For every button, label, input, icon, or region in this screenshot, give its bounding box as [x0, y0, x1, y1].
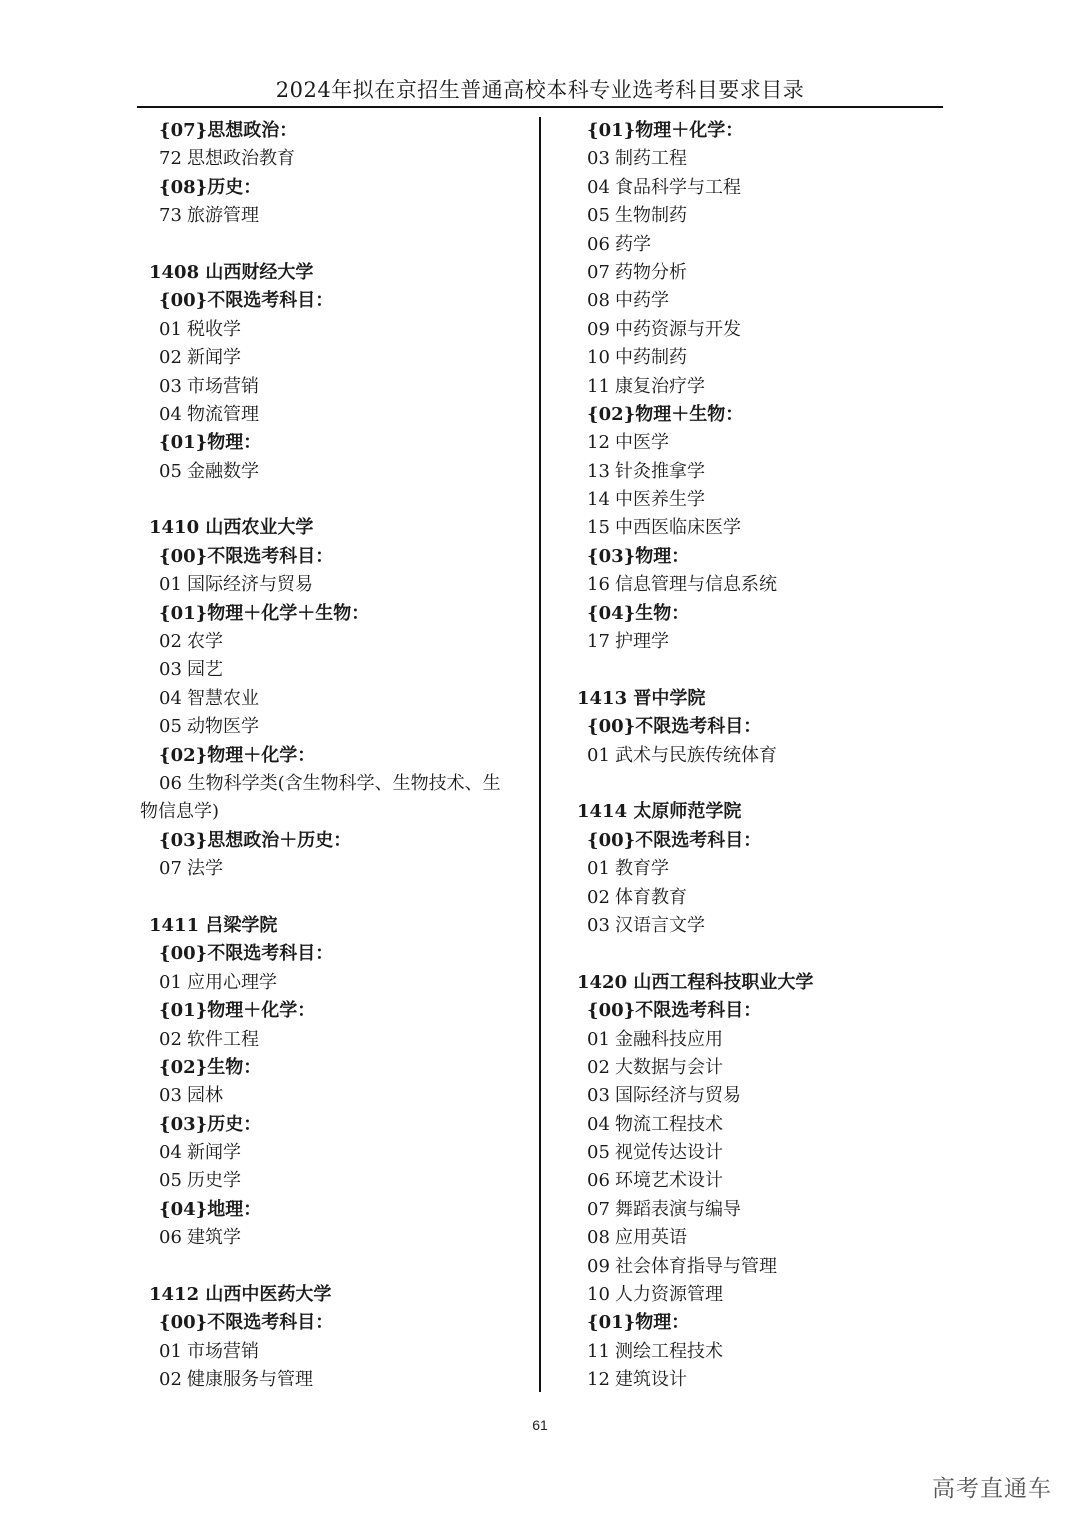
- major-name: 中药制药: [615, 347, 687, 369]
- major-item: [568, 373, 940, 401]
- major-item: [568, 1196, 940, 1224]
- major-name: 药物分析: [615, 261, 687, 283]
- major-code: 05: [587, 205, 610, 227]
- major-item: [568, 145, 940, 173]
- major-name: 金融数学: [187, 460, 259, 482]
- major-item: [140, 1338, 532, 1366]
- major-code: 01: [159, 318, 182, 340]
- major-code: 10: [587, 1284, 610, 1306]
- major-code: 73: [159, 205, 182, 227]
- major-name: 测绘工程技术: [615, 1340, 723, 1362]
- subject-group: {04}生物：: [587, 602, 690, 624]
- subject-group: {02}物理＋生物：: [587, 403, 744, 425]
- university-heading: 1414 太原师范学院: [577, 801, 742, 823]
- right-column: [568, 117, 940, 1395]
- major-code: 06: [159, 1227, 182, 1249]
- major-code: 10: [587, 347, 610, 369]
- major-code: 04: [587, 176, 610, 198]
- spacer: [568, 940, 940, 968]
- subject-group: {01}物理＋化学：: [159, 1000, 316, 1022]
- subject-group: {00}不限选考科目：: [159, 545, 334, 567]
- major-code: 07: [587, 1198, 610, 1220]
- major-code: 01: [159, 971, 182, 993]
- subject-group: {03}物理：: [587, 545, 690, 567]
- spacer: [140, 1253, 532, 1281]
- major-code: 11: [587, 1340, 610, 1362]
- major-name: 信息管理与信息系统: [615, 574, 777, 596]
- major-name: 生物制药: [615, 205, 687, 227]
- major-code: 06: [587, 233, 610, 255]
- major-name: 金融科技应用: [615, 1028, 723, 1050]
- major-item: [140, 628, 532, 656]
- major-item: [568, 1253, 940, 1281]
- major-code: 72: [159, 148, 182, 170]
- major-name: 体育教育: [615, 886, 687, 908]
- university-heading: 1412 山西中医药大学: [149, 1284, 332, 1306]
- major-item: [568, 571, 940, 599]
- major-code: 09: [587, 1255, 610, 1277]
- major-name: 中药资源与开发: [615, 318, 741, 340]
- major-name: 制药工程: [615, 148, 687, 170]
- major-name: 园林: [187, 1085, 223, 1107]
- major-code: 01: [587, 858, 610, 880]
- header-rule: [137, 106, 943, 108]
- major-name: 人力资源管理: [615, 1284, 723, 1306]
- major-item: [568, 855, 940, 883]
- major-code: 03: [159, 375, 182, 397]
- spacer: [568, 656, 940, 684]
- major-name: 中医养生学: [615, 489, 705, 511]
- major-item: [568, 429, 940, 457]
- major-item: [140, 571, 532, 599]
- major-code: 04: [159, 1142, 182, 1164]
- major-item: [568, 316, 940, 344]
- subject-group: {00}不限选考科目：: [159, 1312, 334, 1334]
- major-code: 14: [587, 489, 610, 511]
- subject-group: {00}不限选考科目：: [587, 1000, 762, 1022]
- major-name: 中西医临床医学: [615, 517, 741, 539]
- major-name: 新闻学: [187, 347, 241, 369]
- major-item: [140, 401, 532, 429]
- major-item: [140, 1082, 532, 1110]
- major-item: [140, 1167, 532, 1195]
- major-name: 国际经济与贸易: [615, 1085, 741, 1107]
- subject-group: {00}不限选考科目：: [587, 716, 762, 738]
- major-item: [568, 1281, 940, 1309]
- major-name: 农学: [187, 631, 223, 653]
- major-item: [568, 231, 940, 259]
- major-item: [568, 514, 940, 542]
- subject-group: {07}思想政治：: [159, 120, 298, 141]
- column-divider: [539, 117, 541, 1392]
- subject-group: {01}物理：: [587, 1312, 690, 1334]
- major-code: 05: [159, 460, 182, 482]
- major-item: [140, 373, 532, 401]
- major-name: 视觉传达设计: [615, 1142, 723, 1164]
- major-item: [140, 202, 532, 230]
- major-code: 03: [587, 148, 610, 170]
- major-name: 汉语言文学: [615, 914, 705, 936]
- page-number: 61: [532, 1417, 548, 1433]
- university-heading: 1410 山西农业大学: [149, 517, 314, 539]
- major-item-wrapped: [140, 770, 532, 827]
- major-item: [140, 969, 532, 997]
- major-name: 大数据与会计: [615, 1056, 723, 1078]
- major-item: [140, 344, 532, 372]
- major-name: 园艺: [187, 659, 223, 681]
- major-code: 01: [159, 574, 182, 596]
- major-name: 食品科学与工程: [615, 176, 741, 198]
- subject-group: {00}不限选考科目：: [587, 829, 762, 851]
- major-name: 市场营销: [187, 375, 259, 397]
- major-item: [568, 742, 940, 770]
- subject-group: {08}历史：: [159, 176, 262, 198]
- major-name: 武术与民族传统体育: [615, 744, 777, 766]
- major-item: [140, 1026, 532, 1054]
- major-item: [568, 1338, 940, 1366]
- major-name: 国际经济与贸易: [187, 574, 313, 596]
- major-item: [568, 1224, 940, 1252]
- major-item: [568, 1026, 940, 1054]
- major-code: 06: [587, 1170, 610, 1192]
- major-name: 舞蹈表演与编导: [615, 1198, 741, 1220]
- major-code: 02: [159, 347, 182, 369]
- spacer: [568, 770, 940, 798]
- major-code: 03: [159, 1085, 182, 1107]
- major-item: [568, 1139, 940, 1167]
- major-code: 01: [587, 744, 610, 766]
- major-code: 09: [587, 318, 610, 340]
- major-name: 动物医学: [187, 716, 259, 738]
- major-item: [140, 145, 532, 173]
- major-item: [568, 1167, 940, 1195]
- major-item: [568, 344, 940, 372]
- major-item: [568, 1054, 940, 1082]
- major-item: [140, 713, 532, 741]
- major-name: 社会体育指导与管理: [615, 1255, 777, 1277]
- major-name: 药学: [615, 233, 651, 255]
- major-name: 历史学: [187, 1170, 241, 1192]
- major-item: [140, 656, 532, 684]
- major-name: 物流工程技术: [615, 1113, 723, 1135]
- major-code: 02: [587, 1056, 610, 1078]
- major-code: 03: [159, 659, 182, 681]
- major-name: 康复治疗学: [615, 375, 705, 397]
- major-name: 法学: [187, 858, 223, 880]
- page-title: 2024年拟在京招生普通高校本科专业选考科目要求目录: [275, 78, 805, 102]
- major-line-2: 物信息学): [140, 801, 220, 823]
- spacer: [140, 486, 532, 514]
- major-code: 08: [587, 290, 610, 312]
- major-item: [568, 884, 940, 912]
- university-heading: 1408 山西财经大学: [149, 261, 314, 283]
- major-name: 智慧农业: [187, 687, 259, 709]
- major-code: 16: [587, 574, 610, 596]
- left-column: [140, 117, 532, 1395]
- major-item: [568, 628, 940, 656]
- subject-group: {03}思想政治＋历史：: [159, 829, 352, 851]
- major-line-1: 06 生物科学类(含生物科学、生物技术、生: [159, 772, 501, 794]
- major-code: 05: [587, 1142, 610, 1164]
- major-code: 08: [587, 1227, 610, 1249]
- major-name: 建筑学: [187, 1227, 241, 1249]
- university-heading: 1420 山西工程科技职业大学: [577, 971, 814, 993]
- major-name: 旅游管理: [187, 205, 259, 227]
- major-item: [140, 1224, 532, 1252]
- major-code: 01: [587, 1028, 610, 1050]
- major-code: 03: [587, 1085, 610, 1107]
- major-item: [568, 202, 940, 230]
- major-code: 12: [587, 432, 610, 454]
- major-name: 健康服务与管理: [187, 1369, 313, 1391]
- major-item: [140, 458, 532, 486]
- major-name: 新闻学: [187, 1142, 241, 1164]
- major-code: 03: [587, 914, 610, 936]
- major-item: [568, 287, 940, 315]
- major-item: [568, 259, 940, 287]
- major-item: [568, 912, 940, 940]
- university-heading: 1413 晋中学院: [577, 687, 706, 709]
- major-code: 11: [587, 375, 610, 397]
- major-code: 04: [159, 687, 182, 709]
- major-item: [568, 458, 940, 486]
- major-name: 税收学: [187, 318, 241, 340]
- subject-group: {01}物理＋化学：: [587, 120, 744, 141]
- spacer: [140, 884, 532, 912]
- major-code: 17: [587, 631, 610, 653]
- major-name: 软件工程: [187, 1028, 259, 1050]
- subject-group: {01}物理＋化学＋生物：: [159, 602, 370, 624]
- major-item: [568, 1366, 940, 1394]
- major-name: 应用英语: [615, 1227, 687, 1249]
- major-code: 15: [587, 517, 610, 539]
- major-name: 应用心理学: [187, 971, 277, 993]
- subject-group: {04}地理：: [159, 1198, 262, 1220]
- major-code: 01: [159, 1340, 182, 1362]
- major-code: 02: [159, 1369, 182, 1391]
- major-name: 环境艺术设计: [615, 1170, 723, 1192]
- major-code: 04: [587, 1113, 610, 1135]
- major-code: 07: [587, 261, 610, 283]
- subject-group: {00}不限选考科目：: [159, 290, 334, 312]
- major-code: 02: [159, 631, 182, 653]
- major-item: [140, 1139, 532, 1167]
- subject-group: {02}物理＋化学：: [159, 744, 316, 766]
- major-item: [568, 486, 940, 514]
- major-code: 02: [159, 1028, 182, 1050]
- major-code: 02: [587, 886, 610, 908]
- major-name: 市场营销: [187, 1340, 259, 1362]
- subject-group: {00}不限选考科目：: [159, 943, 334, 965]
- major-name: 思想政治教育: [187, 148, 295, 170]
- major-name: 针灸推拿学: [615, 460, 705, 482]
- major-code: 13: [587, 460, 610, 482]
- major-item: [140, 685, 532, 713]
- subject-group: {02}生物：: [159, 1056, 262, 1078]
- major-name: 教育学: [615, 858, 669, 880]
- major-code: 05: [159, 716, 182, 738]
- watermark: 高考直通车: [932, 1476, 1052, 1502]
- major-code: 04: [159, 403, 182, 425]
- major-name: 护理学: [615, 631, 669, 653]
- spacer: [140, 231, 532, 259]
- major-code: 12: [587, 1369, 610, 1391]
- major-code: 05: [159, 1170, 182, 1192]
- subject-group: {03}历史：: [159, 1113, 262, 1135]
- subject-group: {01}物理：: [159, 432, 262, 454]
- university-heading: 1411 吕梁学院: [149, 914, 278, 936]
- major-item: [568, 1111, 940, 1139]
- major-item: [568, 1082, 940, 1110]
- major-name: 中药学: [615, 290, 669, 312]
- major-item: [140, 316, 532, 344]
- major-code: 07: [159, 858, 182, 880]
- major-name: 物流管理: [187, 403, 259, 425]
- major-item: [568, 174, 940, 202]
- major-name: 建筑设计: [615, 1369, 687, 1391]
- major-item: [140, 1366, 532, 1394]
- major-name: 中医学: [615, 432, 669, 454]
- major-item: [140, 855, 532, 883]
